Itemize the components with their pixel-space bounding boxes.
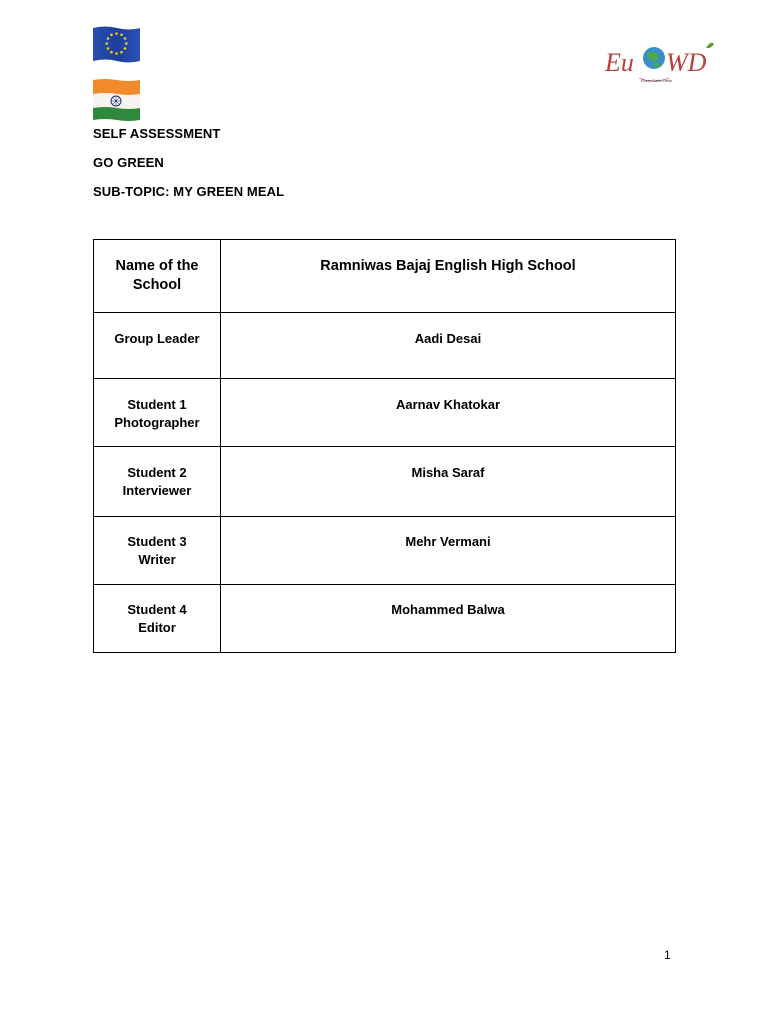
role-label: Student 4 (127, 602, 187, 617)
role-cell (94, 517, 221, 585)
india-flag-icon (93, 78, 140, 122)
role-label: Interviewer (122, 483, 192, 498)
table-row (94, 240, 676, 313)
table-row (94, 585, 676, 653)
team-table (93, 239, 676, 653)
role-label: Writer (138, 552, 176, 567)
role-cell (94, 313, 221, 379)
role-cell (94, 447, 221, 517)
value-cell: Mehr Vermani (221, 517, 676, 585)
table-row (94, 379, 676, 447)
subtopic-title: SUB-TOPIC: MY GREEN MEAL (93, 184, 285, 199)
role-label: School (132, 277, 182, 293)
assessment-title: SELF ASSESSMENT (93, 126, 221, 141)
role-cell (94, 240, 221, 313)
table-row (94, 313, 676, 379)
role-cell (94, 585, 221, 653)
role-label: Name of the (115, 258, 199, 274)
euwwd-logo (603, 38, 715, 86)
role-label: Student 1 (127, 397, 187, 412)
role-label: Student 2 (127, 465, 187, 480)
value-cell: Ramniwas Bajaj English High School (221, 240, 676, 313)
value-cell: Misha Saraf (221, 447, 676, 517)
role-label: Student 3 (127, 534, 187, 549)
page-number: 1 (664, 948, 671, 962)
logo-tagline: Every Earth Hello (641, 78, 673, 83)
value-cell: Mohammed Balwa (221, 585, 676, 653)
role-label: Photographer (114, 415, 200, 430)
role-label: Group Leader (114, 331, 200, 346)
eu-flag-icon (93, 25, 140, 63)
table-row (94, 447, 676, 517)
value-cell: Aadi Desai (221, 313, 676, 379)
svg-text:Eu: Eu (605, 48, 634, 77)
theme-title: GO GREEN (93, 155, 164, 170)
role-cell (94, 379, 221, 447)
svg-text:WD: WD (666, 48, 707, 77)
value-cell: Aarnav Khatokar (221, 379, 676, 447)
role-label: Editor (138, 620, 176, 635)
table-row (94, 517, 676, 585)
